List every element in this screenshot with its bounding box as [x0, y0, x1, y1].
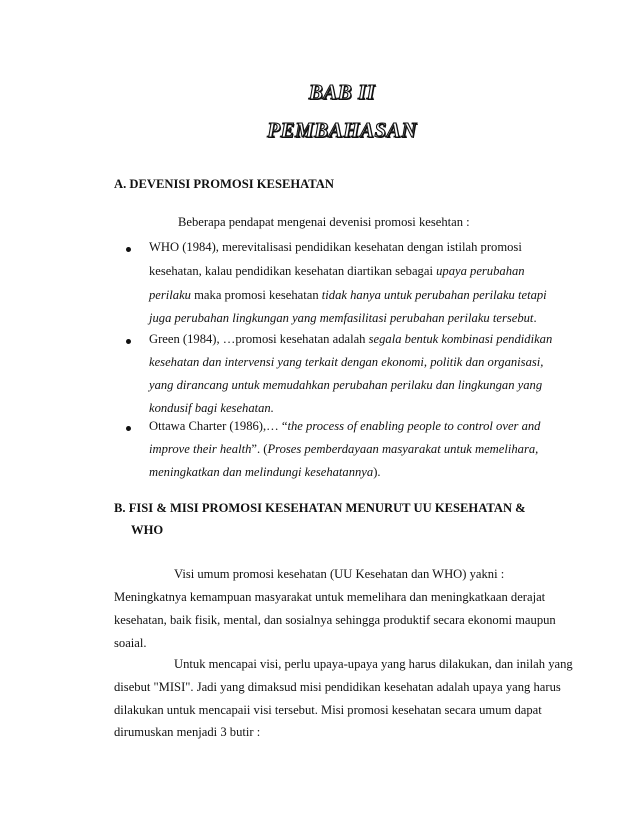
bullet-icon — [126, 426, 131, 431]
bullet2-line1 — [149, 331, 552, 347]
section-b-para2: Meningkatnya kemampuan masyarakat untuk memelihara dan meningkatkaan derajat — [114, 590, 546, 604]
bullet1-line2-text: kesehatan, kalau pendidikan kesehatan diartikan sebagai — [149, 264, 437, 278]
section-b-para4: soaial. — [114, 636, 147, 650]
section-b-para1: Visi umum promosi kesehatan (UU Kesehatan dan WHO) yakni : — [174, 567, 505, 581]
section-b-para5: Untuk mencapai visi, perlu upaya-upaya yang harus dilakukan, dan inilah yang — [174, 657, 573, 671]
bullet1-line2-italic: upaya perubahan — [436, 264, 525, 278]
bullet2-line4: kondusif bagi kesehatan. — [149, 401, 274, 415]
chapter-subtitle: PEMBAHASAN — [267, 118, 417, 142]
bullet2-line1-italic: segala bentuk kombinasi pendidikan — [368, 332, 553, 346]
section-b-heading-cont: WHO — [131, 523, 164, 537]
bullet1-line3 — [149, 287, 547, 303]
bullet3-line2-text: ”. ( — [251, 442, 268, 456]
bullet1-line3-italic-a: perilaku — [149, 288, 191, 302]
bullet1-line2 — [149, 263, 525, 279]
section-a-intro: Beberapa pendapat mengenai devenisi promosi kesehtan : — [178, 215, 470, 229]
bullet3-line3 — [149, 464, 381, 480]
bullet2-line2: kesehatan dan intervensi yang terkait dengan ekonomi, politik dan organisasi, — [149, 355, 544, 369]
bullet1-line3-text: maka promosi kesehatan — [190, 288, 322, 302]
bullet1-line1: WHO (1984), merevitalisasi pendidikan kesehatan dengan istilah promosi — [149, 240, 522, 254]
bullet2-line3: yang dirancang untuk memudahkan perubahan perilaku dan lingkungan yang — [149, 378, 543, 392]
bullet3-line1-italic: the process of enabling people to control over and — [287, 419, 541, 433]
bullet1-line3-italic-b: tidak hanya untuk perubahan perilaku tetapi — [321, 288, 547, 302]
section-b-heading: B. FISI & MISI PROMOSI KESEHATAN MENURUT UU KESEHATAN & — [114, 501, 526, 515]
bullet3-line1-text: Ottawa Charter (1986),… “ — [149, 419, 288, 433]
bullet1-line4-end: . — [533, 311, 537, 325]
bullet3-line3-italic: meningkatkan dan melindungi kesehatannya — [149, 465, 374, 479]
bullet3-line3-end: ). — [373, 465, 381, 479]
bullet2-line1-text: Green (1984), …promosi kesehatan adalah — [149, 332, 369, 346]
section-b-para3: kesehatan, baik fisik, mental, dan sosialnya sehingga produktif secara ekonomi maupun — [114, 613, 556, 627]
section-b-para6: disebut "MISI". Jadi yang dimaksud misi pendidikan kesehatan adalah upaya yang harus — [114, 680, 561, 694]
bullet3-line2-italic-b: Proses pemberdayaan masyarakat untuk memelihara, — [267, 442, 539, 456]
bullet3-line2 — [149, 441, 538, 457]
bullet3-line2-italic-a: improve their health — [149, 442, 252, 456]
section-b-para8: dirumuskan menjadi 3 butir : — [114, 725, 261, 739]
section-b-para7: dilakukan untuk mencapaii visi tersebut. Misi promosi kesehatan secara umum dapat — [114, 703, 542, 717]
bullet1-line4-italic: juga perubahan lingkungan yang memfasilitasi perubahan perilaku tersebut — [149, 311, 534, 325]
bullet3-line1 — [149, 418, 540, 434]
bullet1-line4 — [149, 310, 537, 326]
section-a-heading: A. DEVENISI PROMOSI KESEHATAN — [114, 177, 334, 191]
chapter-title: BAB II — [308, 80, 376, 104]
bullet-icon — [126, 339, 131, 344]
bullet-icon — [126, 247, 131, 252]
